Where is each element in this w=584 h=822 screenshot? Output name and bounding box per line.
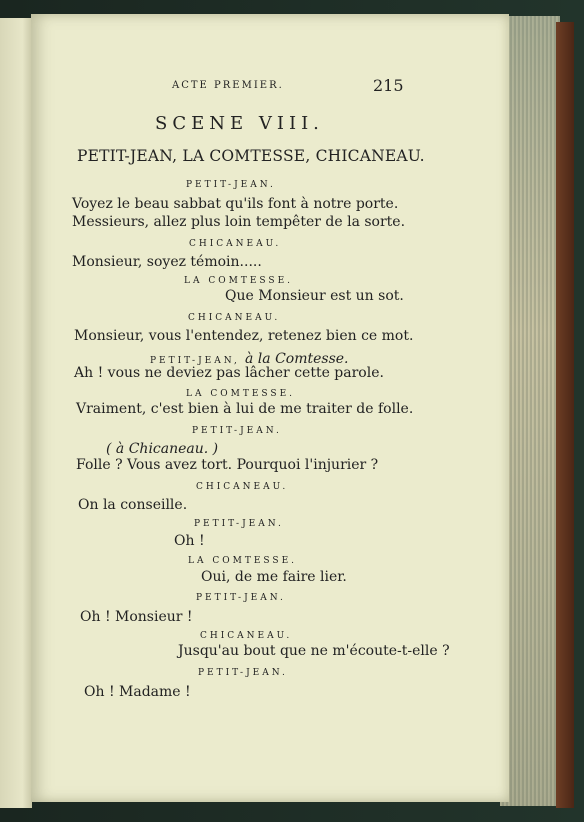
speaker-name: CHICANEAU. [188,313,281,323]
verse-line: Que Monsieur est un sot. [225,288,404,304]
verse-line: Folle ? Vous avez tort. Pourquoi l'injurier ? [76,457,379,473]
book-cover-edge [556,22,574,808]
speaker-name: LA COMTESSE. [188,556,297,566]
speaker-name: PETIT-JEAN. [196,593,286,603]
verse-line: Oh ! [174,533,205,549]
page-edges [500,16,560,806]
speaker-name: LA COMTESSE. [184,276,293,286]
speaker-name: CHICANEAU. [196,482,289,492]
verse-line: On la conseille. [78,497,188,513]
running-title: ACTE PREMIER. [172,80,284,91]
verse-line: Jusqu'au bout que ne m'écoute-t-elle ? [178,643,450,659]
speaker-name: PETIT-JEAN, [150,356,240,366]
speaker-name: PETIT-JEAN. [198,668,288,678]
verse-line: Oh ! Monsieur ! [80,609,193,625]
stage-direction: ( à Chicaneau. ) [106,441,219,457]
speaker-name: PETIT-JEAN. [194,519,284,529]
cast-list: PETIT-JEAN, LA COMTESSE, CHICANEAU. [77,147,425,165]
verse-line: Voyez le beau sabbat qu'ils font à notre porte. [72,196,399,212]
left-page-edge [0,18,32,808]
verse-line: Ah ! vous ne deviez pas lâcher cette parole. [74,365,384,381]
verse-line: Messieurs, allez plus loin tempêter de la sorte. [72,214,406,230]
verse-line: Oh ! Madame ! [84,684,191,700]
verse-line: Monsieur, vous l'entendez, retenez bien ce mot. [74,328,414,344]
verse-line: Vraiment, c'est bien à lui de me traiter de folle. [76,401,414,417]
verse-line: Oui, de me faire lier. [201,569,347,585]
speaker-name: CHICANEAU. [189,239,282,249]
speaker-name: PETIT-JEAN. [186,180,276,190]
speaker-name: CHICANEAU. [200,631,293,641]
verse-line: Monsieur, soyez témoin..... [72,254,262,270]
page-number: 215 [373,76,404,95]
speaker-name: PETIT-JEAN. [192,426,282,436]
scene-title: SCENE VIII. [155,113,324,134]
stage-direction: à la Comtesse. [245,351,349,367]
speaker-name: LA COMTESSE. [186,389,295,399]
